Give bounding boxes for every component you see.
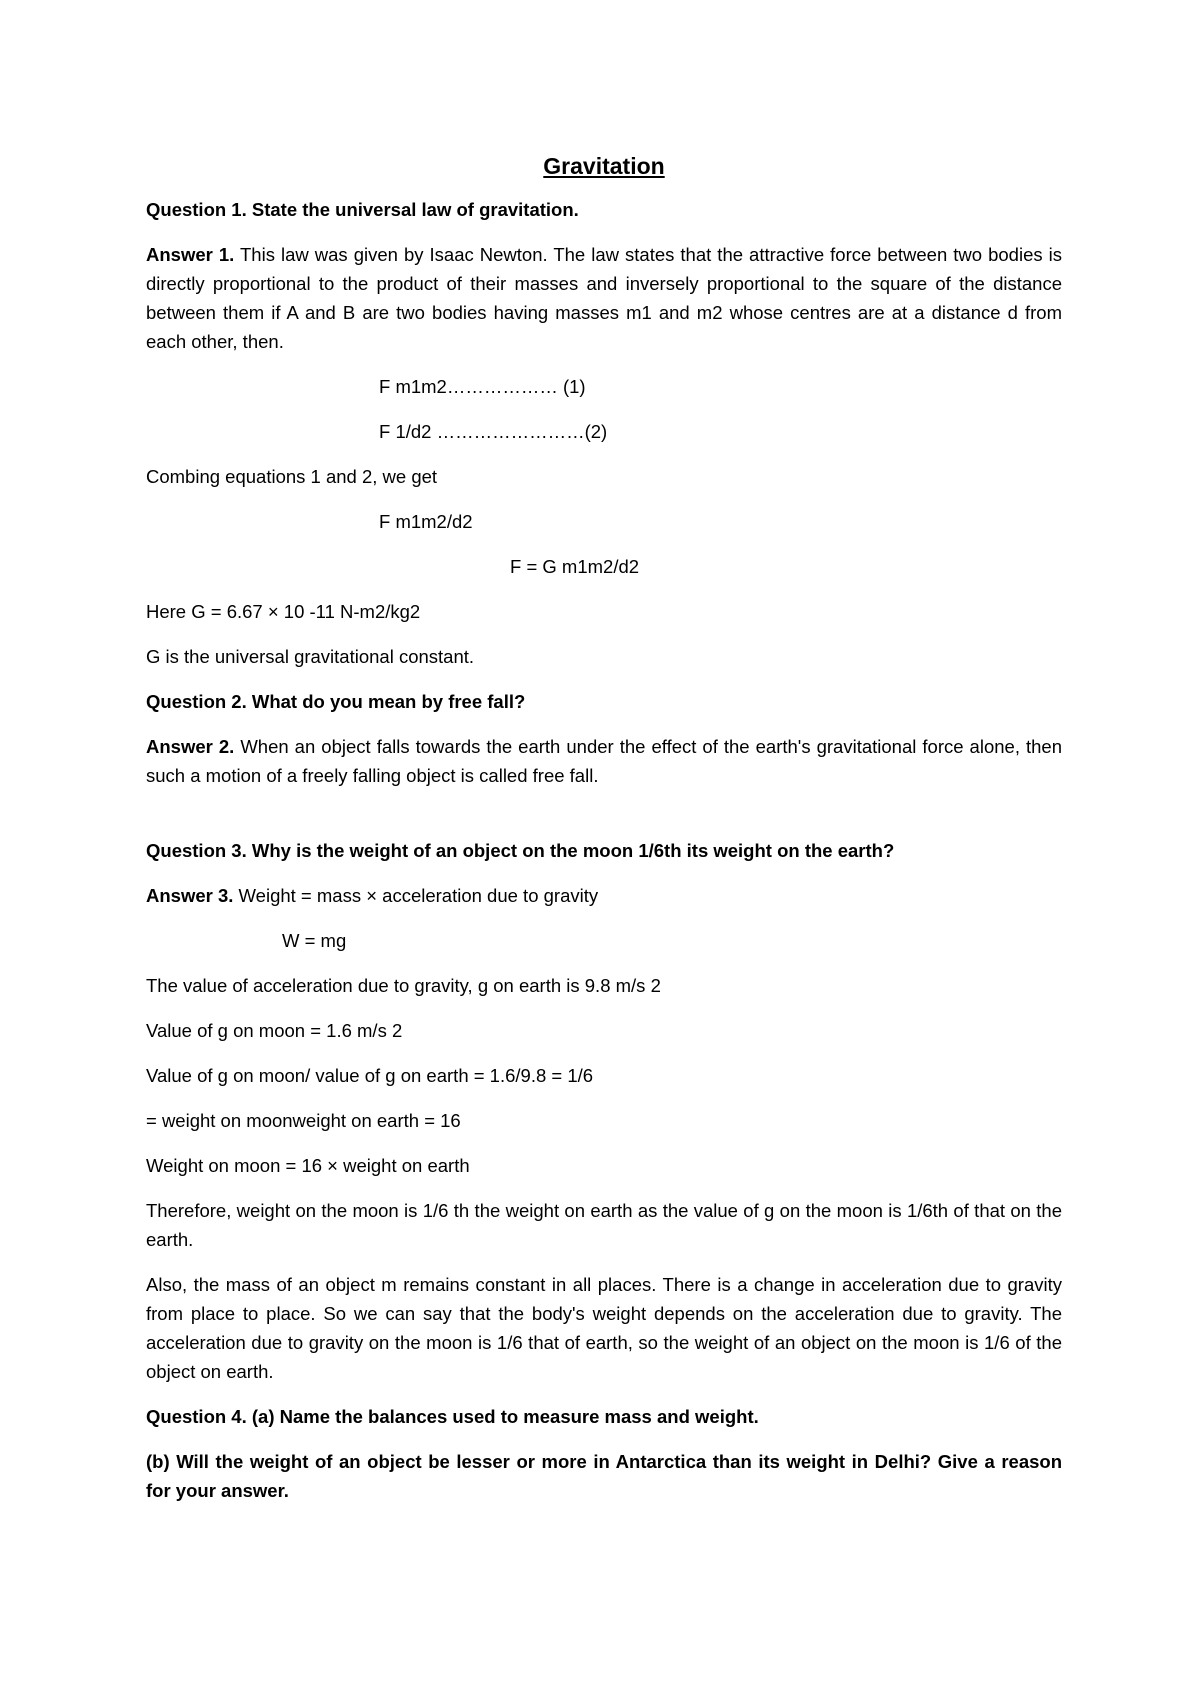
equation-4: F = G m1m2/d2 (510, 556, 640, 577)
equation-3: F m1m2/d2 (379, 511, 473, 532)
weight-equation: W = mg (282, 930, 347, 951)
question-1: Question 1. State the universal law of gravitation. (146, 199, 579, 220)
answer-3 (146, 881, 1062, 910)
question-4a: Question 4. (a) Name the balances used to measure mass and weight. (146, 1406, 759, 1427)
answer-2-text: When an object falls towards the earth under the effect of the earth's gravitational force alone, then such a motion of a freely falling object is called free fall. (146, 736, 1062, 786)
equation-1: F m1m2……………… (1) (379, 376, 586, 397)
answer-2 (146, 732, 1062, 790)
answer-1-label: Answer 1. (146, 244, 235, 265)
answer-3-line-3: Value of g on moon/ value of g on earth = 1.6/9.8 = 1/6 (146, 1065, 594, 1086)
answer-3-label: Answer 3. (146, 885, 234, 906)
answer-3-text: Weight = mass × acceleration due to gravity (233, 885, 599, 906)
answer-3-line-5: Weight on moon = 16 × weight on earth (146, 1155, 470, 1176)
question-2: Question 2. What do you mean by free fall? (146, 691, 526, 712)
g-value-text: Here G = 6.67 × 10 -11 N-m2/kg2 (146, 601, 421, 622)
equation-2: F 1/d2 ……………………(2) (379, 421, 608, 442)
answer-3-line-2: Value of g on moon = 1.6 m/s 2 (146, 1020, 403, 1041)
answer-3-line-4: = weight on moonweight on earth = 16 (146, 1110, 461, 1131)
answer-3-line-7: Also, the mass of an object m remains constant in all places. There is a change in acceleration due to gravity from place to place. So we can say that the body's weight depends on the acceleration due to gravity. The acceleration due to gravity on the moon is 1/6 that of earth, so the weight of an object on the moon is 1/6 of the object on earth. (146, 1274, 1062, 1382)
answer-3-line-6: Therefore, weight on the moon is 1/6 th the weight on earth as the value of g on the moon is 1/6th of that on the earth. (146, 1200, 1062, 1250)
page-title: Gravitation (543, 153, 665, 179)
answer-1 (146, 240, 1062, 356)
answer-3-line-1: The value of acceleration due to gravity, g on earth is 9.8 m/s 2 (146, 975, 661, 996)
g-description: G is the universal gravitational constant. (146, 646, 475, 667)
answer-1-text: This law was given by Isaac Newton. The law states that the attractive force between two bodies is directly proportional to the product of their masses and inversely proportional to the square of the distance between them if A and B are two bodies having masses m1 and m2 whose centres are at a distance d from each other, then. (146, 244, 1062, 352)
answer-2-label: Answer 2. (146, 736, 235, 757)
question-4b: (b) Will the weight of an object be lesser or more in Antarctica than its weight in Delhi? Give a reason for your answer. (146, 1451, 1062, 1501)
question-3: Question 3. Why is the weight of an object on the moon 1/6th its weight on the earth? (146, 840, 895, 861)
combining-text: Combing equations 1 and 2, we get (146, 466, 438, 487)
